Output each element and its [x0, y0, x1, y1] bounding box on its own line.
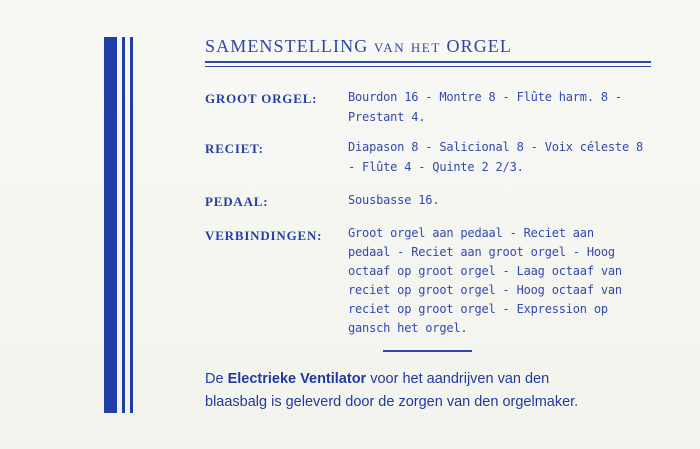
description-line: Sousbasse 16.: [348, 193, 440, 207]
ventilator-line1-suffix: voor het aandrijven van den: [366, 371, 550, 387]
description-line: Diapason 8 - Salicional 8 - Voix céleste 8: [348, 140, 644, 154]
verbindingen-label: VERBINDINGEN:: [205, 228, 323, 243]
ventilator-strong-text: Electrieke Ventilator: [227, 371, 367, 387]
description-line: reciet op groot orgel - Hoog octaaf van: [348, 283, 622, 297]
description-line: - Flûte 4 - Quinte 2 2/3.: [348, 160, 524, 174]
title-underline: [205, 61, 651, 63]
ventilator-line: blaasbalg is geleverd door de zorgen van den orgelmaker.: [205, 394, 579, 410]
section-divider: [383, 350, 472, 352]
description-line: octaaf op groot orgel - Laag octaaf van: [348, 264, 622, 278]
verbindingen-description: [348, 224, 656, 338]
left-thick-rule: [104, 37, 117, 413]
groot-orgel-label: GROOT ORGEL:: [205, 91, 318, 106]
title-underline: [205, 66, 651, 67]
reciet-description: [348, 137, 656, 177]
description-line: Prestant 4.: [348, 110, 426, 124]
description-line: gansch het orgel.: [348, 321, 468, 335]
left-thin-rule: [130, 37, 133, 413]
ventilator-note: [205, 368, 655, 414]
reciet-label: RECIET:: [205, 141, 264, 156]
left-thin-rule: [122, 37, 125, 413]
ventilator-line: [205, 368, 655, 391]
description-line: Bourdon 16 - Montre 8 - Flûte harm. 8 -: [348, 90, 622, 104]
title-het: HET: [410, 40, 441, 55]
pedaal-description: [348, 190, 656, 210]
description-line: reciet op groot orgel - Expression op: [348, 302, 608, 316]
groot-orgel-description: [348, 87, 656, 127]
pedaal-label: PEDAAL:: [205, 194, 269, 209]
title-samenstelling: SAMENSTELLING: [205, 36, 369, 56]
description-line: Groot orgel aan pedaal - Reciet aan: [348, 226, 594, 240]
description-line: pedaal - Reciet aan groot orgel - Hoog: [348, 245, 615, 259]
page-title: [205, 35, 655, 59]
ventilator-prefix: De: [205, 371, 228, 387]
title-van: VAN: [373, 40, 406, 55]
title-orgel: ORGEL: [446, 36, 512, 56]
